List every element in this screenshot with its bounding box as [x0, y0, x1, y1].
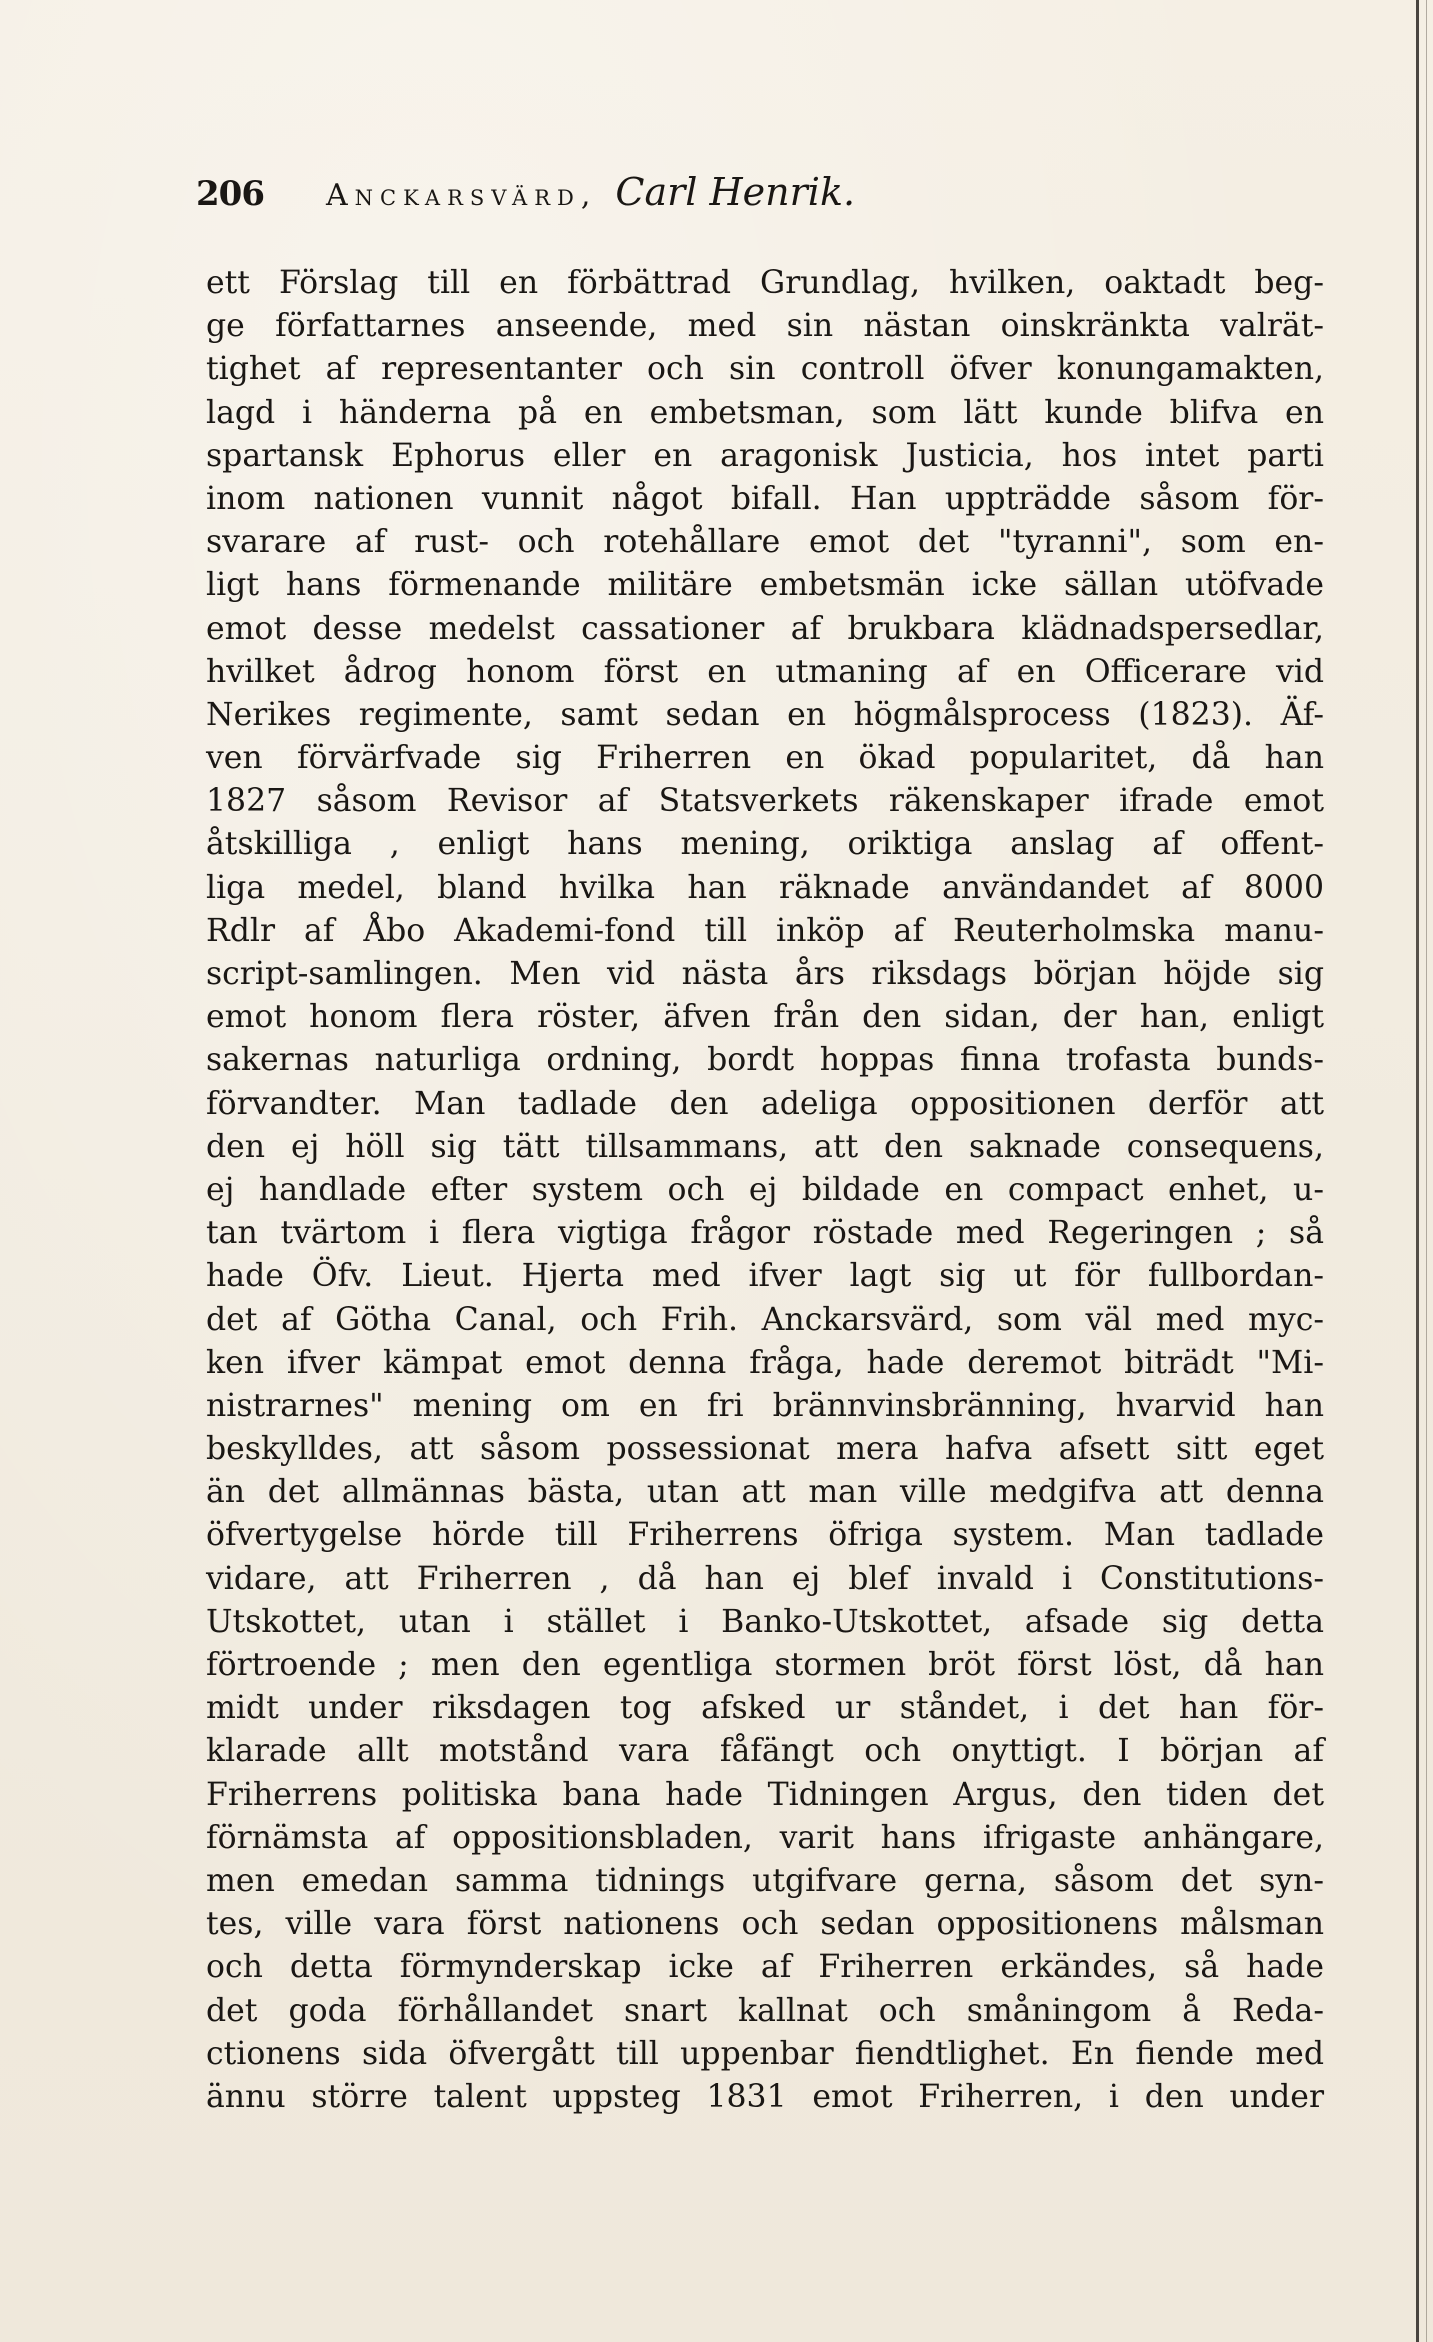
text-line: 1827 såsom Revisor af Statsverkets räkenskaper ifrade emot [206, 783, 1324, 820]
text-line: spartansk Ephorus eller en aragonisk Justicia, hos intet parti [206, 437, 1324, 474]
text-line: svarare af rust- och rotehållare emot det "tyranni", som en- [206, 524, 1324, 561]
text-line: nistrarnes" mening om en fri brännvinsbränning, hvarvid han [206, 1387, 1324, 1424]
text-line: emot honom flera röster, äfven från den sidan, der han, enligt [206, 999, 1324, 1036]
text-line: Rdlr af Åbo Akademi-fond till inköp af Reuterholmska manu- [206, 912, 1324, 949]
text-line: lagd i händerna på en embetsman, som lätt kunde blifva en [206, 394, 1324, 431]
text-line: än det allmännas bästa, utan att man ville medgifva att denna [206, 1474, 1324, 1511]
text-line: den ej höll sig tätt tillsammans, att den saknade consequens, [206, 1128, 1324, 1165]
text-line: ligt hans förmenande militäre embetsmän icke sällan utöfvade [206, 567, 1324, 604]
text-line: förtroende ; men den egentliga stormen bröt först löst, då han [206, 1647, 1324, 1683]
text-line: ctionens sida öfvergått till uppenbar fiendtlighet. En fiende med [206, 2035, 1324, 2072]
text-line: sakernas naturliga ordning, bordt hoppas finna trofasta bunds- [206, 1042, 1324, 1079]
text-line: emot desse medelst cassationer af brukbara klädnadspersedlar, [206, 610, 1324, 647]
text-line: Friherrens politiska bana hade Tidningen Argus, den tiden det [206, 1776, 1324, 1813]
text-line: hade Öfv. Lieut. Hjerta med ifver lagt sig ut för fullbordan- [206, 1258, 1324, 1295]
page-number: 206 [196, 174, 264, 214]
text-line: och detta förmynderskap icke af Friherren erkändes, så hade [206, 1949, 1324, 1986]
text-line: tes, ville vara först nationens och sedan oppositionens målsman [206, 1906, 1324, 1943]
text-line: beskylldes, att såsom possessionat mera hafva afsett sitt eget [206, 1431, 1324, 1468]
text-line: tighet af representanter och sin controll öfver konungamakten, [206, 351, 1324, 388]
text-line: ge författarnes anseende, med sin nästan oinskränkta valrät- [206, 308, 1324, 345]
running-header [196, 170, 1196, 230]
text-line: vidare, att Friherren , då han ej blef invald i Constitutions- [206, 1560, 1324, 1597]
running-head-subname: Carl Henrik. [615, 170, 856, 214]
text-line: liga medel, bland hvilka han räknade användandet af 8000 [206, 869, 1324, 906]
text-line: öfvertygelse hörde till Friherrens öfriga system. Man tadlade [206, 1517, 1324, 1554]
body-text [206, 262, 1324, 2119]
text-line: inom nationen vunnit något bifall. Han uppträdde såsom för- [206, 480, 1324, 517]
text-line: hvilket ådrog honom först en utmaning af en Officerare vid [206, 653, 1324, 690]
text-line: ven förvärfvade sig Friherren en ökad popularitet, då han [206, 740, 1324, 777]
text-line: ännu större talent uppsteg 1831 emot Friherren, i den under [206, 2078, 1324, 2115]
text-line: klarade allt motstånd vara fåfängt och onyttigt. I början af [206, 1733, 1324, 1770]
text-line: Nerikes regimente, samt sedan en högmålsprocess (1823). Äf- [206, 696, 1324, 733]
text-line: tan tvärtom i flera vigtiga frågor röstade med Regeringen ; så [206, 1215, 1324, 1252]
text-line: det af Götha Canal, och Frih. Anckarsvärd, som väl med myc- [206, 1301, 1324, 1338]
text-line: ett Förslag till en förbättrad Grundlag, hvilken, oaktadt beg- [206, 265, 1324, 301]
text-line: ej handlade efter system och ej bildade en compact enhet, u- [206, 1171, 1324, 1208]
text-line: Utskottet, utan i stället i Banko-Utskottet, afsade sig detta [206, 1603, 1324, 1640]
text-line: det goda förhållandet snart kallnat och småningom å Reda- [206, 1992, 1324, 2029]
text-line: ken ifver kämpat emot denna fråga, hade deremot biträdt "Mi- [206, 1344, 1324, 1381]
text-line: midt under riksdagen tog afsked ur ståndet, i det han för- [206, 1690, 1324, 1727]
text-line: förvandter. Man tadlade den adeliga oppositionen derför att [206, 1085, 1324, 1122]
page-edge-shadow [1416, 0, 1419, 2342]
text-line: men emedan samma tidnings utgifvare gerna, såsom det syn- [206, 1862, 1324, 1899]
page-edge-line [1426, 0, 1427, 2342]
text-line: script-samlingen. Men vid nästa års riksdags början höjde sig [206, 956, 1324, 992]
text-line: förnämsta af oppositionsbladen, varit hans ifrigaste anhängare, [206, 1819, 1324, 1856]
running-head-name: Anckarsvärd, [325, 178, 598, 213]
text-line: åtskilliga , enligt hans mening, oriktiga anslag af offent- [206, 826, 1324, 863]
